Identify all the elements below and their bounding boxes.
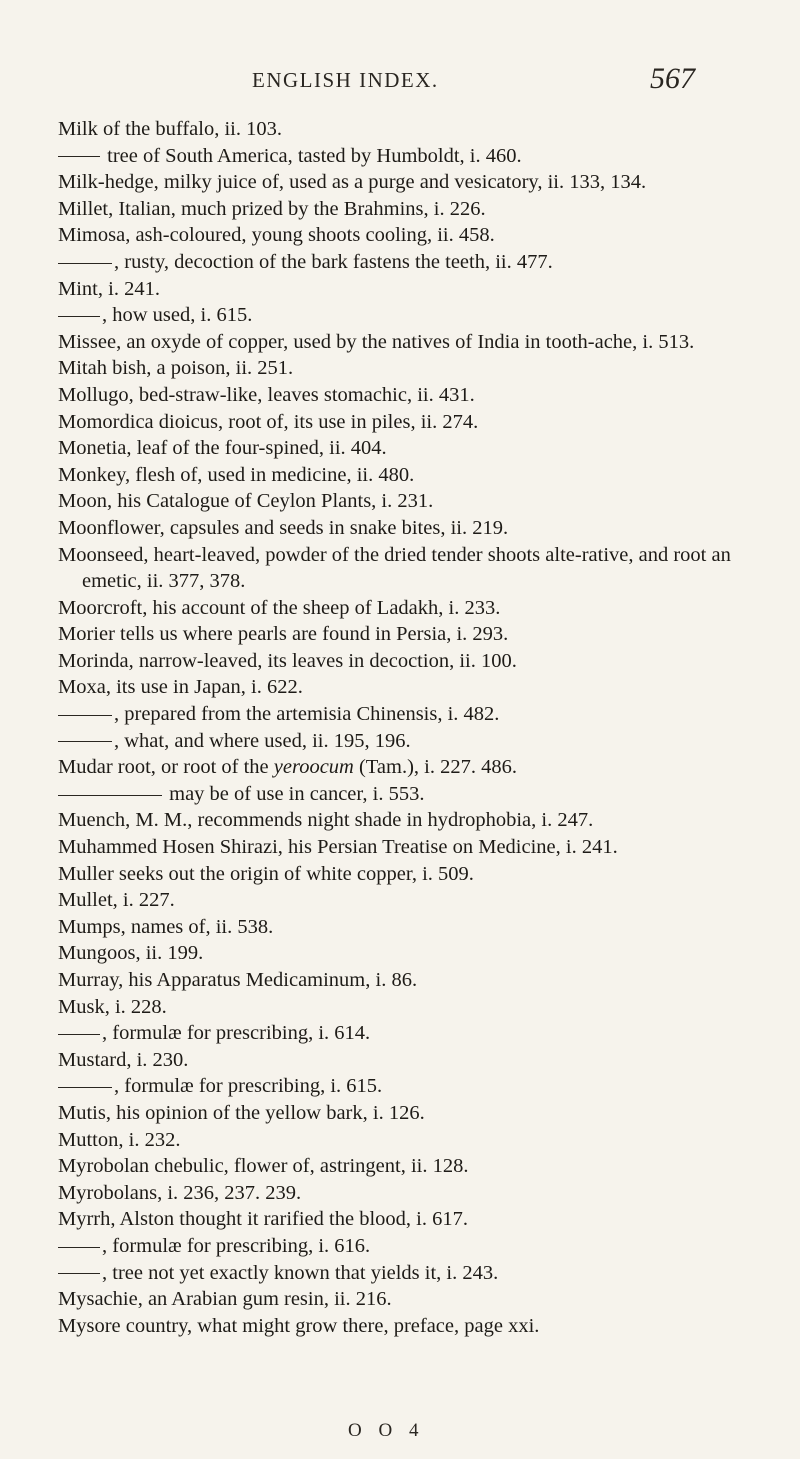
entry-text: Monkey, flesh of, used in medicine, ii. 480. xyxy=(58,463,415,486)
index-entry xyxy=(58,409,768,436)
entry-text: Mumps, names of, ii. 538. xyxy=(58,915,274,938)
index-entry xyxy=(58,488,768,515)
entry-text: Momordica dioicus, root of, its use in piles, ii. 274. xyxy=(58,410,479,433)
index-entry xyxy=(58,1047,768,1074)
entry-text: , prepared from the artemisia Chinensis, i. 482. xyxy=(114,703,500,726)
entry-text: Myrrh, Alston thought it rarified the blood, i. 617. xyxy=(58,1208,468,1231)
index-entry xyxy=(58,1100,768,1127)
index-entry xyxy=(58,249,768,276)
entry-text: Mysore country, what might grow there, preface, page xxi. xyxy=(58,1314,540,1337)
entry-text: Morier tells us where pearls are found in Persia, i. 293. xyxy=(58,623,509,646)
ditto-dash xyxy=(58,795,162,796)
ditto-dash xyxy=(58,1087,112,1088)
index-entry xyxy=(58,542,768,595)
entry-text: Millet, Italian, much prized by the Brahmins, i. 226. xyxy=(58,197,486,220)
index-entry xyxy=(58,1260,768,1287)
index-entry xyxy=(58,1233,768,1260)
index-entry xyxy=(58,701,768,728)
entry-text: Mollugo, bed-straw-like, leaves stomachic, ii. 431. xyxy=(58,383,475,406)
index-entry xyxy=(58,887,768,914)
ditto-dash xyxy=(58,156,100,157)
entry-text: Mullet, i. 227. xyxy=(58,889,175,912)
index-entries xyxy=(58,116,768,1339)
index-entry xyxy=(58,222,768,249)
entry-text: Moon, his Catalogue of Ceylon Plants, i. 231. xyxy=(58,490,434,513)
entry-text: , tree not yet exactly known that yields it, i. 243. xyxy=(102,1261,499,1284)
entry-text: Monetia, leaf of the four-spined, ii. 404. xyxy=(58,437,387,460)
entry-text: Mimosa, ash-coloured, young shoots cooling, ii. 458. xyxy=(58,224,495,247)
index-entry xyxy=(58,994,768,1021)
entry-text: Myrobolan chebulic, flower of, astringent, ii. 128. xyxy=(58,1155,469,1178)
index-entry xyxy=(58,1153,768,1180)
index-entry xyxy=(58,781,768,808)
index-entry xyxy=(58,728,768,755)
ditto-dash xyxy=(58,1034,100,1035)
entry-text: Moonflower, capsules and seeds in snake bites, ii. 219. xyxy=(58,516,509,539)
entry-text: Mysachie, an Arabian gum resin, ii. 216. xyxy=(58,1288,392,1311)
entry-text: Musk, i. 228. xyxy=(58,995,167,1018)
index-entry xyxy=(58,382,768,409)
index-entry xyxy=(58,940,768,967)
entry-text: Myrobolans, i. 236, 237. 239. xyxy=(58,1181,302,1204)
index-entry xyxy=(58,462,768,489)
ditto-dash xyxy=(58,715,112,716)
entry-text: , what, and where used, ii. 195, 196. xyxy=(114,729,411,752)
entry-text: Moxa, its use in Japan, i. 622. xyxy=(58,676,303,699)
index-entry xyxy=(58,1127,768,1154)
entry-text: Mudar root, or root of the xyxy=(58,756,274,779)
ditto-dash xyxy=(58,1273,100,1274)
entry-text: Morinda, narrow-leaved, its leaves in decoction, ii. 100. xyxy=(58,649,517,672)
index-entry xyxy=(58,302,768,329)
entry-text: Mint, i. 241. xyxy=(58,277,160,300)
index-entry xyxy=(58,621,768,648)
entry-text-after: (Tam.), i. 227. 486. xyxy=(353,756,517,779)
index-entry xyxy=(58,1180,768,1207)
entry-text: , rusty, decoction of the bark fastens the teeth, ii. 477. xyxy=(114,250,553,273)
entry-text: , formulæ for prescribing, i. 616. xyxy=(102,1234,371,1257)
index-entry xyxy=(58,143,768,170)
index-entry xyxy=(58,914,768,941)
entry-text: , formulæ for prescribing, i. 614. xyxy=(102,1022,371,1045)
index-entry xyxy=(58,754,768,781)
entry-text: may be of use in cancer, i. 553. xyxy=(164,782,425,805)
entry-text: Murray, his Apparatus Medicaminum, i. 86. xyxy=(58,969,418,991)
index-entry xyxy=(58,355,768,382)
ditto-dash xyxy=(58,316,100,317)
ditto-dash xyxy=(58,1247,100,1248)
index-entry xyxy=(58,1313,768,1340)
running-title: ENGLISH INDEX. xyxy=(252,68,439,92)
ditto-dash xyxy=(58,263,112,264)
entry-text: Muhammed Hosen Shirazi, his Persian Treatise on Medicine, i. 241. xyxy=(58,836,618,859)
index-entry xyxy=(58,834,768,861)
entry-text: Mutis, his opinion of the yellow bark, i. 126. xyxy=(58,1101,425,1124)
entry-text: tree of South America, tasted by Humboldt, i. 460. xyxy=(102,144,522,167)
entry-text: Muller seeks out the origin of white copper, i. 509. xyxy=(58,862,474,885)
index-entry xyxy=(58,807,768,834)
ditto-dash xyxy=(58,741,112,742)
index-entry xyxy=(58,861,768,888)
index-entry xyxy=(58,116,768,143)
index-entry xyxy=(58,1286,768,1313)
index-entry xyxy=(58,515,768,542)
index-entry xyxy=(58,674,768,701)
entry-text: Mungoos, ii. 199. xyxy=(58,942,204,965)
entry-text: Missee, an oxyde of copper, used by the natives of India in tooth-ache, i. 513. xyxy=(58,330,695,353)
entry-text: Mutton, i. 232. xyxy=(58,1128,181,1151)
index-entry xyxy=(58,196,768,223)
entry-text: Mustard, i. 230. xyxy=(58,1048,189,1071)
entry-text: Milk of the buffalo, ii. 103. xyxy=(58,118,282,140)
signature-mark: O O 4 xyxy=(348,1420,425,1441)
index-entry xyxy=(58,1206,768,1233)
index-entry xyxy=(58,1073,768,1100)
index-entry xyxy=(58,329,768,356)
index-entry xyxy=(58,1020,768,1047)
entry-text: Mitah bish, a poison, ii. 251. xyxy=(58,357,294,380)
page-number: 567 xyxy=(650,62,695,95)
entry-text: Milk-hedge, milky juice of, used as a purge and vesicatory, ii. 133, 134. xyxy=(58,171,647,194)
entry-italic-term: yeroocum xyxy=(273,756,354,779)
entry-text: Moonseed, heart-leaved, powder of the dried tender shoots alte-rative, and root an emetic, ii. 377, 378. xyxy=(58,543,731,593)
index-entry xyxy=(58,595,768,622)
entry-text: Moorcroft, his account of the sheep of Ladakh, i. 233. xyxy=(58,596,501,619)
index-entry xyxy=(58,276,768,303)
entry-text: , formulæ for prescribing, i. 615. xyxy=(114,1075,383,1098)
entry-text: , how used, i. 615. xyxy=(102,304,253,327)
index-entry xyxy=(58,648,768,675)
index-entry xyxy=(58,967,768,994)
index-entry xyxy=(58,169,768,196)
entry-text: Muench, M. M., recommends night shade in hydrophobia, i. 247. xyxy=(58,809,594,832)
index-entry xyxy=(58,435,768,462)
